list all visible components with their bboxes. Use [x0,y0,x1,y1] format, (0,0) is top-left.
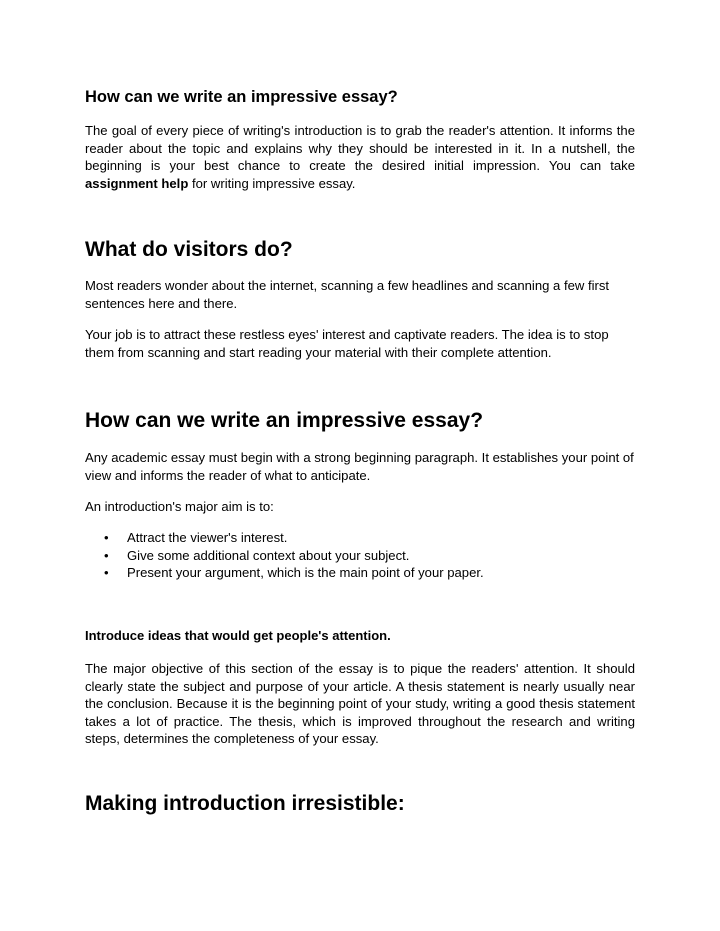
bullet-icon: • [104,565,109,581]
assignment-help-link: assignment help [85,175,189,191]
section-heading-irresistible: Making introduction irresistible: [85,792,405,815]
bullet-icon: • [104,530,109,545]
intro-paragraph-tail: for writing impressive essay. [188,175,356,191]
list-item-text: Attract the viewer's interest. [127,530,288,545]
bullet-icon: • [104,547,109,563]
essay-paragraph-1: Any academic essay must begin with a strong beginning paragraph. It establishes your point of view and informs the reader of what to anticipate. [85,450,634,483]
section-heading-impressive-essay: How can we write an impressive essay? [85,88,398,106]
intro-paragraph [85,122,635,192]
list-item [85,564,635,582]
visitors-paragraph-2: Your job is to attract these restless eyes' interest and captivate readers. The idea is to stop them from scanning and start reading your material with their complete attention. [85,327,609,360]
section-heading-visitors: What do visitors do? [85,238,293,261]
visitors-paragraph-1: Most readers wonder about the internet, scanning a few headlines and scanning a few first sentences here and there. [85,278,610,311]
aims-bullet-list [85,529,635,582]
section-heading-introduce-ideas: Introduce ideas that would get people's attention. [85,628,391,643]
essay-paragraph-2: An introduction's major aim is to: [85,499,274,514]
section-heading-impressive-essay-2: How can we write an impressive essay? [85,409,484,432]
intro-paragraph-text: The goal of every piece of writing's introduction is to grab the reader's attention. It informs the reader about the topic and explains why they should be interested in it. In a nutshell, the beginning is your best chance to create the desired initial impression. You can take [85,123,635,174]
list-item-text: Present your argument, which is the main point of your paper. [127,565,484,581]
list-item-text: Give some additional context about your subject. [127,547,410,563]
ideas-paragraph: The major objective of this section of the essay is to pique the readers' attention. It should clearly state the subject and purpose of your article. A thesis statement is nearly usually near the conclusion. Because it is the beginning point of your study, writing a good thesis statement takes a lot of practice. The thesis, which is improved throughout the research and writing steps, determines the completeness of your essay. [85,661,635,747]
list-item [85,529,635,547]
list-item [85,547,635,565]
